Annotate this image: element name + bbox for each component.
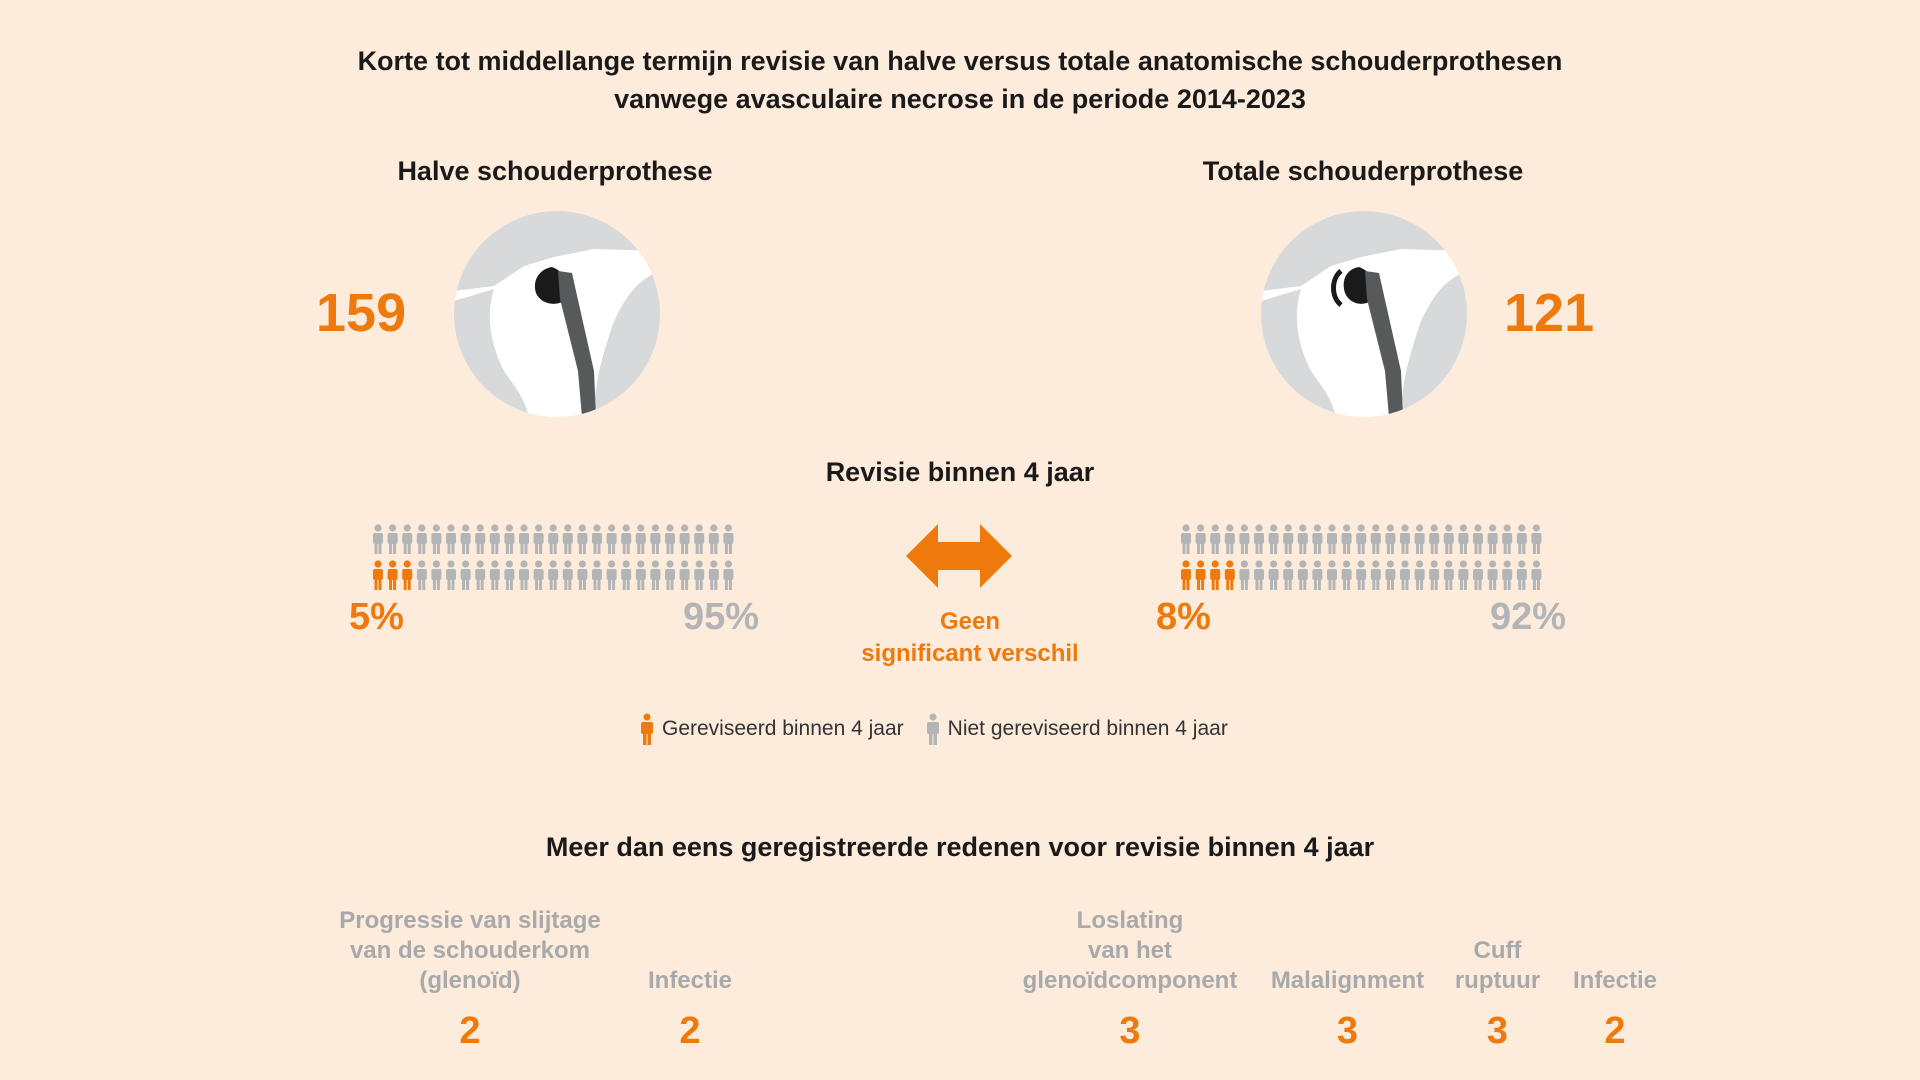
person-icon-revised [373,560,383,590]
person-icon-not-revised [709,560,719,590]
person-icon [640,713,654,745]
person-icon-not-revised [1473,524,1483,554]
person-icon-not-revised [1444,524,1454,554]
person-icon-not-revised [563,524,573,554]
person-icon-not-revised [1298,524,1308,554]
person-icon-not-revised [1225,524,1235,554]
reason-label-line: (glenoïd) [419,967,521,994]
person-icon-not-revised [1444,560,1454,590]
person-icon-not-revised [1517,524,1527,554]
person-icon-not-revised [1269,524,1279,554]
person-icon-not-revised [519,560,529,590]
person-icon-not-revised [490,524,500,554]
person-icon-not-revised [534,560,544,590]
reason-label [1010,904,1250,996]
double-arrow-icon [906,524,1012,588]
person-icon-not-revised [1356,560,1366,590]
person-icon-not-revised [1458,560,1468,590]
person-icon-not-revised [1239,560,1249,590]
person-icon-revised [1196,560,1206,590]
reason-label-line: glenoïdcomponent [1022,967,1238,994]
person-icon-not-revised [592,560,602,590]
person-icon-not-revised [1488,524,1498,554]
person-icon-not-revised [1298,560,1308,590]
person-icon-not-revised [1415,560,1425,590]
right-count: 121 [1504,283,1595,343]
person-icon-not-revised [475,560,485,590]
person-icon-not-revised [1312,560,1322,590]
legend-revised-label: Gereviseerd binnen 4 jaar [662,717,904,740]
person-icon-not-revised [723,524,733,554]
person-icon-not-revised [1371,524,1381,554]
person-icon-revised [388,560,398,590]
person-icon-not-revised [1254,560,1264,590]
right-pictogram [1180,524,1550,598]
shoulder-total-illustration [1261,211,1467,417]
person-icon-not-revised [1269,560,1279,590]
person-icon-not-revised [1429,560,1439,590]
person-icon-not-revised [490,560,500,590]
person-icon-not-revised [1239,524,1249,554]
person-icon-not-revised [723,560,733,590]
person-icon-not-revised [373,524,383,554]
reason-count: 2 [1604,1010,1626,1052]
right-not-revised-pct: 92% [1490,596,1567,638]
reason-item [320,904,620,1053]
reason-count: 3 [1336,1010,1359,1052]
reason-label [1555,904,1675,996]
reason-item [1440,904,1555,1053]
person-icon-not-revised [1473,560,1483,590]
person-icon-not-revised [607,524,617,554]
right-revised-pct: 8% [1156,596,1211,638]
page-title [0,42,1920,118]
right-heading: Totale schouderprothese [1202,156,1524,186]
reason-count: 2 [679,1010,701,1052]
person-icon-not-revised [504,560,514,590]
person-icon-not-revised [577,524,587,554]
person-icon-not-revised [1531,524,1541,554]
person-icon-not-revised [1385,560,1395,590]
person-icon-not-revised [1400,560,1410,590]
person-icon-not-revised [636,560,646,590]
person-icon [926,713,940,745]
person-icon-not-revised [621,524,631,554]
reason-label [1440,904,1555,996]
person-icon-not-revised [417,560,427,590]
title-line-2: vanwege avasculaire necrose in de periode 2014-2023 [614,84,1306,114]
person-icon-not-revised [665,524,675,554]
legend [640,712,1250,746]
reason-label-line: Malalignment [1270,967,1425,994]
reason-label [1255,904,1440,996]
reasons-heading: Meer dan eens geregistreerde redenen voor revisie binnen 4 jaar [545,832,1375,862]
person-icon-not-revised [680,560,690,590]
reason-label-line: Cuff [1473,937,1522,964]
person-icon-not-revised [431,560,441,590]
person-icon-not-revised [1415,524,1425,554]
left-revised-pct: 5% [349,596,404,638]
person-icon-not-revised [1385,524,1395,554]
person-icon-not-revised [431,524,441,554]
reason-label-line: Infectie [1572,967,1658,994]
legend-not-revised [926,713,1228,745]
person-icon-not-revised [461,560,471,590]
shoulder-hemi-illustration [454,211,660,417]
reason-label-line: van het [1087,937,1173,964]
person-icon-not-revised [1400,524,1410,554]
person-icon-not-revised [1283,524,1293,554]
person-icon-not-revised [1517,560,1527,590]
person-icon-not-revised [446,524,456,554]
person-icon-not-revised [1488,560,1498,590]
reason-count: 3 [1119,1010,1141,1052]
person-icon-not-revised [1196,524,1206,554]
reason-label-line: Infectie [647,967,733,994]
comparison-line-1: Geen [939,608,1001,635]
person-icon-not-revised [694,560,704,590]
person-icon-not-revised [504,524,514,554]
reason-count: 2 [459,1010,481,1052]
person-icon-not-revised [1181,524,1191,554]
reason-item [1010,904,1250,1053]
person-icon-not-revised [1210,524,1220,554]
person-icon-not-revised [709,524,719,554]
person-icon-not-revised [665,560,675,590]
person-icon-not-revised [1531,560,1541,590]
person-icon-not-revised [680,524,690,554]
left-not-revised-pct: 95% [683,596,760,638]
person-icon-not-revised [636,524,646,554]
person-icon-not-revised [1356,524,1366,554]
person-icon-not-revised [1312,524,1322,554]
person-icon-revised [1181,560,1191,590]
person-icon-not-revised [1342,524,1352,554]
person-icon-not-revised [461,524,471,554]
person-icon-revised [402,560,412,590]
person-icon-revised [1210,560,1220,590]
person-icon-not-revised [446,560,456,590]
reason-item [1555,904,1675,1053]
title-line-1: Korte tot middellange termijn revisie van halve versus totale anatomische schouderprothesen [357,46,1563,76]
reason-item [1255,904,1440,1053]
reason-item [610,904,770,1053]
person-icon-not-revised [1502,560,1512,590]
person-icon-not-revised [388,524,398,554]
person-icon-not-revised [548,560,558,590]
person-icon-not-revised [1327,560,1337,590]
person-icon-not-revised [1327,524,1337,554]
person-icon-not-revised [1342,560,1352,590]
revision-heading: Revisie binnen 4 jaar [825,457,1095,487]
person-icon-not-revised [607,560,617,590]
reason-label [320,904,620,996]
person-icon-not-revised [694,524,704,554]
legend-revised [640,713,904,745]
person-icon-not-revised [592,524,602,554]
left-pictogram [372,524,742,598]
reason-label-line: van de schouderkom [349,937,591,964]
person-icon-revised [1225,560,1235,590]
person-icon-not-revised [650,524,660,554]
person-icon-not-revised [519,524,529,554]
person-icon-not-revised [1371,560,1381,590]
person-icon-not-revised [563,560,573,590]
person-icon-not-revised [1502,524,1512,554]
person-icon-not-revised [577,560,587,590]
comparison-line-2: significant verschil [861,640,1079,667]
person-icon-not-revised [1458,524,1468,554]
reason-count: 3 [1486,1010,1509,1052]
person-icon-not-revised [621,560,631,590]
reason-label [610,904,770,996]
person-icon-not-revised [402,524,412,554]
reason-label-line: ruptuur [1454,967,1541,994]
person-icon-not-revised [417,524,427,554]
reason-label-line: Loslating [1076,907,1184,934]
legend-not-revised-label: Niet gereviseerd binnen 4 jaar [947,717,1228,740]
comparison-label [820,606,1120,670]
person-icon-not-revised [650,560,660,590]
person-icon-not-revised [534,524,544,554]
person-icon-not-revised [548,524,558,554]
person-icon-not-revised [1429,524,1439,554]
left-heading: Halve schouderprothese [397,156,713,186]
person-icon-not-revised [475,524,485,554]
person-icon-not-revised [1254,524,1264,554]
left-count: 159 [316,283,407,343]
reason-label-line: Progressie van slijtage [339,907,601,934]
person-icon-not-revised [1283,560,1293,590]
